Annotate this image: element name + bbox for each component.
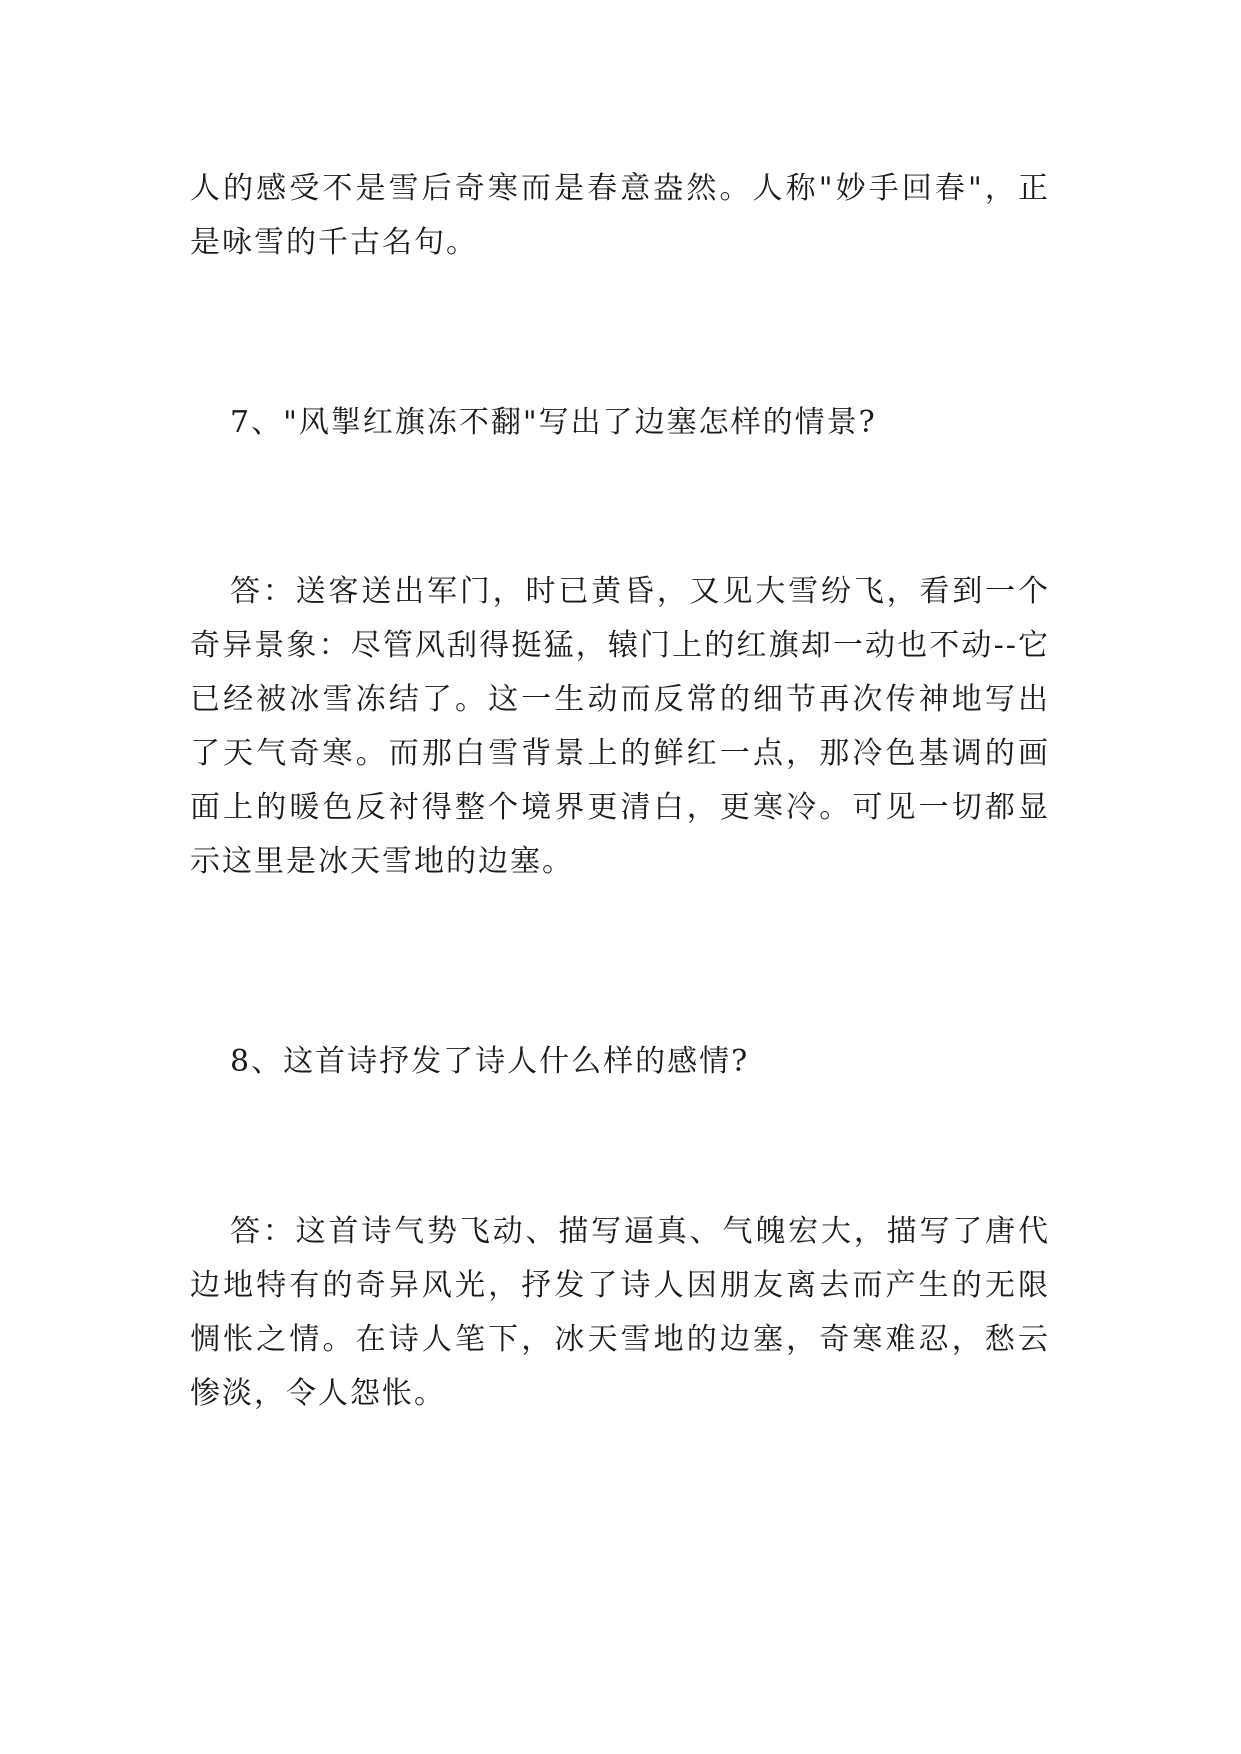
paragraph-continuation: 人的感受不是雪后奇寒而是春意盎然。人称"妙手回春"，正是咏雪的千古名句。: [190, 171, 1050, 260]
question-8: 8、这首诗抒发了诗人什么样的感情?: [230, 1044, 750, 1079]
answer-8: 答：这首诗气势飞动、描写逼真、气魄宏大，描写了唐代边地特有的奇异风光，抒发了诗人因朋友离去而产生的无限惆怅之情。在诗人笔下，冰天雪地的边塞，奇寒难忍，愁云惨淡，令人怨怅。: [190, 1214, 1050, 1411]
answer-7: 答：送客送出军门，时已黄昏，又见大雪纷飞，看到一个奇异景象：尽管风刮得挺猛，辕门上的红旗却一动也不动--它已经被冰雪冻结了。这一生动而反常的细节再次传神地写出了天气奇寒。而那白雪背景上的鲜红一点，那冷色基调的画面上的暖色反衬得整个境界更清白，更寒冷。可见一切都显示这里是冰天雪地的边塞。: [190, 574, 1050, 879]
question-7: 7、"风掣红旗冻不翻"写出了边塞怎样的情景?: [230, 405, 877, 440]
